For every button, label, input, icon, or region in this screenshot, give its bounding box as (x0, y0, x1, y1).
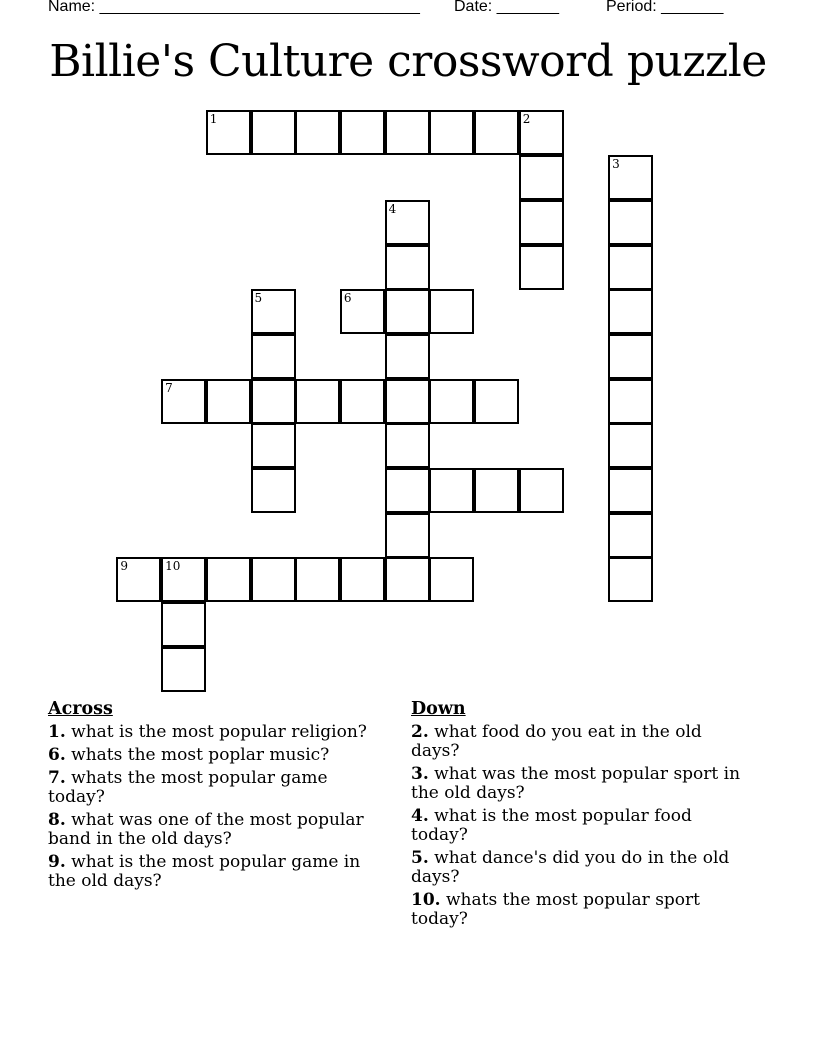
crossword-cell[interactable] (429, 379, 474, 424)
crossword-cell[interactable] (608, 557, 653, 602)
down-clue (411, 807, 751, 845)
cell-number: 6 (343, 291, 352, 306)
down-heading: Down (411, 699, 466, 719)
across-clue (48, 769, 388, 807)
cell-number: 4 (388, 201, 397, 216)
crossword-cell[interactable] (429, 468, 474, 513)
crossword-cell[interactable] (206, 110, 251, 155)
clue-text: what was the most popular sport in the old days? (411, 764, 741, 803)
clue-number: 3. (411, 764, 429, 784)
across-heading: Across (48, 699, 113, 719)
name-field[interactable]: Name: ____________________________________ (48, 0, 420, 15)
clue-text: what is the most popular game in the old days? (48, 852, 361, 891)
crossword-cell[interactable] (206, 557, 251, 602)
crossword-cell[interactable] (340, 289, 385, 334)
crossword-cell[interactable] (429, 557, 474, 602)
crossword-cell[interactable] (385, 289, 430, 334)
clue-number: 1. (48, 722, 66, 742)
crossword-cell[interactable] (161, 379, 206, 424)
clue-number: 7. (48, 768, 66, 788)
crossword-cell[interactable] (385, 110, 430, 155)
clue-text: what is the most popular religion? (71, 722, 367, 742)
down-clue (411, 891, 751, 929)
clue-text: what food do you eat in the old days? (411, 722, 702, 761)
crossword-cell[interactable] (474, 110, 519, 155)
clue-number: 10. (411, 890, 441, 910)
crossword-cell[interactable] (519, 468, 564, 513)
clue-text: whats the most poplar music? (71, 745, 330, 765)
crossword-cell[interactable] (519, 155, 564, 200)
cell-number: 1 (209, 112, 218, 127)
crossword-cell[interactable] (206, 379, 251, 424)
clue-text: what dance's did you do in the old days? (411, 848, 730, 887)
crossword-cell[interactable] (519, 200, 564, 245)
down-clue (411, 849, 751, 887)
cell-number: 10 (165, 559, 181, 574)
crossword-cell[interactable] (608, 334, 653, 379)
crossword-cell[interactable] (608, 200, 653, 245)
clue-text: whats the most popular sport today? (411, 890, 700, 929)
crossword-cell[interactable] (295, 110, 340, 155)
crossword-cell[interactable] (340, 110, 385, 155)
crossword-cell[interactable] (608, 423, 653, 468)
date-field[interactable]: Date: _______ (454, 0, 559, 15)
crossword-cell[interactable] (251, 334, 296, 379)
clue-number: 4. (411, 806, 429, 826)
crossword-cell[interactable] (385, 513, 430, 558)
cell-number: 3 (612, 157, 620, 172)
clue-text: whats the most popular game today? (48, 768, 328, 807)
crossword-cell[interactable] (474, 468, 519, 513)
down-clues (411, 700, 751, 933)
crossword-cell[interactable] (161, 647, 206, 692)
clue-number: 5. (411, 848, 429, 868)
period-field[interactable]: Period: _______ (606, 0, 724, 15)
clue-number: 6. (48, 745, 66, 765)
puzzle-title: Billie's Culture crossword puzzle (49, 36, 767, 87)
crossword-cell[interactable] (251, 468, 296, 513)
across-clue (48, 746, 388, 765)
clue-number: 8. (48, 810, 66, 830)
clue-number: 9. (48, 852, 66, 872)
down-clue (411, 723, 751, 761)
crossword-cell[interactable] (161, 557, 206, 602)
clue-text: what was one of the most popular band in the old days? (48, 810, 364, 849)
crossword-cell[interactable] (295, 379, 340, 424)
crossword-cell[interactable] (474, 379, 519, 424)
crossword-cell[interactable] (608, 468, 653, 513)
across-clue (48, 811, 388, 849)
crossword-cell[interactable] (251, 423, 296, 468)
crossword-cell[interactable] (385, 334, 430, 379)
crossword-cell[interactable] (385, 423, 430, 468)
crossword-cell[interactable] (340, 557, 385, 602)
crossword-cell[interactable] (608, 245, 653, 290)
crossword-cell[interactable] (251, 379, 296, 424)
crossword-cell[interactable] (429, 289, 474, 334)
crossword-cell[interactable] (608, 289, 653, 334)
across-clue (48, 853, 388, 891)
down-clue (411, 765, 751, 803)
crossword-cell[interactable] (116, 557, 161, 602)
clue-text: what is the most popular food today? (411, 806, 692, 845)
crossword-cell[interactable] (251, 110, 296, 155)
crossword-cell[interactable] (608, 379, 653, 424)
crossword-cell[interactable] (608, 513, 653, 558)
crossword-cell[interactable] (251, 289, 296, 334)
cell-number: 5 (254, 291, 263, 306)
across-clues (48, 700, 388, 895)
crossword-cell[interactable] (251, 557, 296, 602)
crossword-cell[interactable] (429, 110, 474, 155)
crossword-cell[interactable] (385, 468, 430, 513)
crossword-cell[interactable] (295, 557, 340, 602)
crossword-cell[interactable] (340, 379, 385, 424)
crossword-cell[interactable] (385, 557, 430, 602)
cell-number: 7 (165, 380, 173, 395)
cell-number: 9 (120, 559, 129, 574)
crossword-cell[interactable] (519, 110, 564, 155)
crossword-cell[interactable] (385, 379, 430, 424)
across-clue (48, 723, 388, 742)
cell-number: 2 (522, 112, 531, 127)
clue-number: 2. (411, 722, 429, 742)
crossword-cell[interactable] (385, 200, 430, 245)
crossword-cell[interactable] (385, 245, 430, 290)
crossword-cell[interactable] (519, 245, 564, 290)
crossword-cell[interactable] (161, 602, 206, 647)
crossword-cell[interactable] (608, 155, 653, 200)
